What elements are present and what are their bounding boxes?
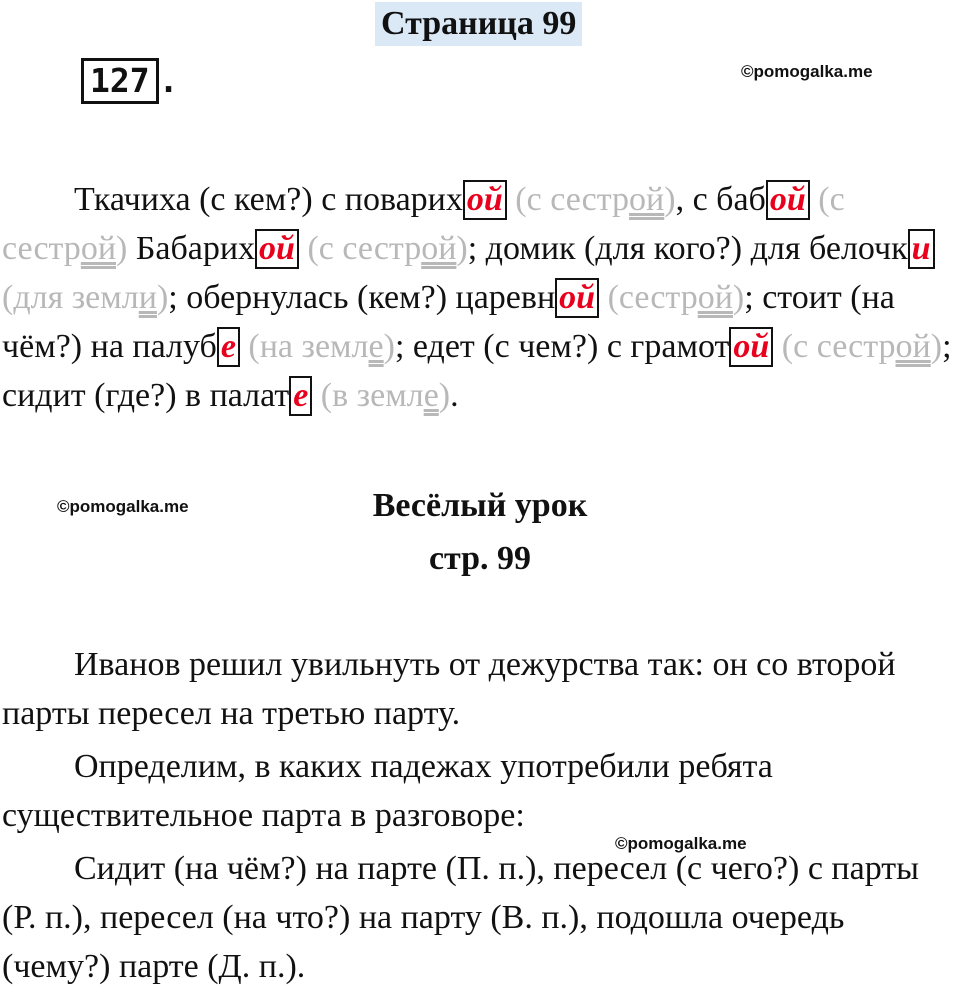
section-subtitle: стр. 99	[428, 540, 532, 577]
check-word-stem: (на земл	[248, 328, 369, 365]
check-word-stem: (для земл	[2, 279, 139, 316]
text-fragment: Бабарих	[127, 230, 256, 267]
check-word-stem: (с сестр	[2, 181, 845, 267]
check-word-ending: е	[368, 328, 384, 365]
check-word-stem: (в земл	[320, 377, 424, 414]
check-word	[782, 328, 942, 365]
text-fragment: .	[450, 377, 459, 414]
highlighted-ending: ой	[555, 278, 599, 318]
task-number	[81, 58, 178, 104]
check-word	[608, 279, 745, 316]
highlighted-ending: ой	[729, 327, 773, 367]
highlighted-ending: и	[908, 229, 935, 269]
text-fragment: ; едет (с чем?) с грамот	[394, 328, 730, 365]
check-word-ending: ой	[421, 230, 457, 267]
check-word-ending: е	[423, 377, 439, 414]
paragraph-1-text: Иванов решил увильнуть от дежурства так: он со второй парты пересел на третью парту.	[2, 646, 896, 732]
text-fragment: ; стоит (на чём?) на палуб	[2, 279, 895, 365]
text-fragment: , с баб	[675, 181, 766, 218]
task-number-box: 127	[81, 58, 159, 104]
highlighted-ending: ой	[255, 229, 299, 269]
check-word-close: )	[732, 279, 745, 316]
paragraph-2-text: Определим, в каких падежах употребили ребята существительное парта в разговоре:	[2, 748, 773, 834]
paragraph-3-text: Сидит (на чём?) на парте (П. п.), пересел (с чего?) с парты (Р. п.), пересел (на что?) на парту (В. п.), подошла очередь (чему?) парте (Д. п.).	[2, 850, 919, 985]
text-fragment: ; сидит (где?) в палат	[2, 328, 952, 414]
check-word-close: )	[930, 328, 943, 365]
check-word-stem: (с сестр	[781, 328, 896, 365]
highlighted-ending: ой	[463, 180, 507, 220]
task-number-dot: .	[158, 61, 179, 100]
check-word-stem: (сестр	[607, 279, 698, 316]
check-word-close: )	[116, 230, 128, 267]
exercise-text	[2, 175, 958, 420]
highlighted-ending: е	[217, 327, 240, 367]
check-word-stem: (с сестр	[307, 230, 422, 267]
page-title: Страница 99	[375, 2, 582, 46]
check-word	[2, 279, 168, 316]
check-word-close: )	[438, 377, 451, 414]
check-word	[515, 181, 675, 218]
section-title: Весёлый урок	[372, 487, 588, 524]
check-word-close: )	[456, 230, 468, 267]
check-word-stem: (с сестр	[515, 181, 630, 218]
check-word-ending: ой	[629, 181, 665, 218]
check-word-close: )	[156, 279, 169, 316]
paragraph-3	[2, 844, 958, 991]
paragraph-1	[2, 640, 958, 738]
check-word-ending: ой	[697, 279, 733, 316]
highlighted-ending: ой	[766, 180, 810, 220]
text-fragment: Ткачиха (с кем?) с поварих	[74, 181, 463, 218]
watermark: ©pomogalka.me	[57, 497, 189, 516]
highlighted-ending: е	[289, 376, 312, 416]
watermark: ©pomogalka.me	[741, 62, 873, 81]
check-word	[321, 377, 450, 414]
check-word	[248, 328, 395, 365]
paragraph-2	[2, 742, 958, 840]
check-word-close: )	[664, 181, 676, 218]
text-fragment: ; домик (для кого?) для белочк	[467, 230, 908, 267]
check-word	[307, 230, 467, 267]
text-fragment: ; обернулась (кем?) царевн	[168, 279, 556, 316]
check-word-ending: ой	[895, 328, 931, 365]
check-word-ending: ой	[80, 230, 117, 267]
check-word-ending: и	[138, 279, 157, 316]
watermark: ©pomogalka.me	[615, 834, 747, 853]
check-word-close: )	[383, 328, 395, 365]
